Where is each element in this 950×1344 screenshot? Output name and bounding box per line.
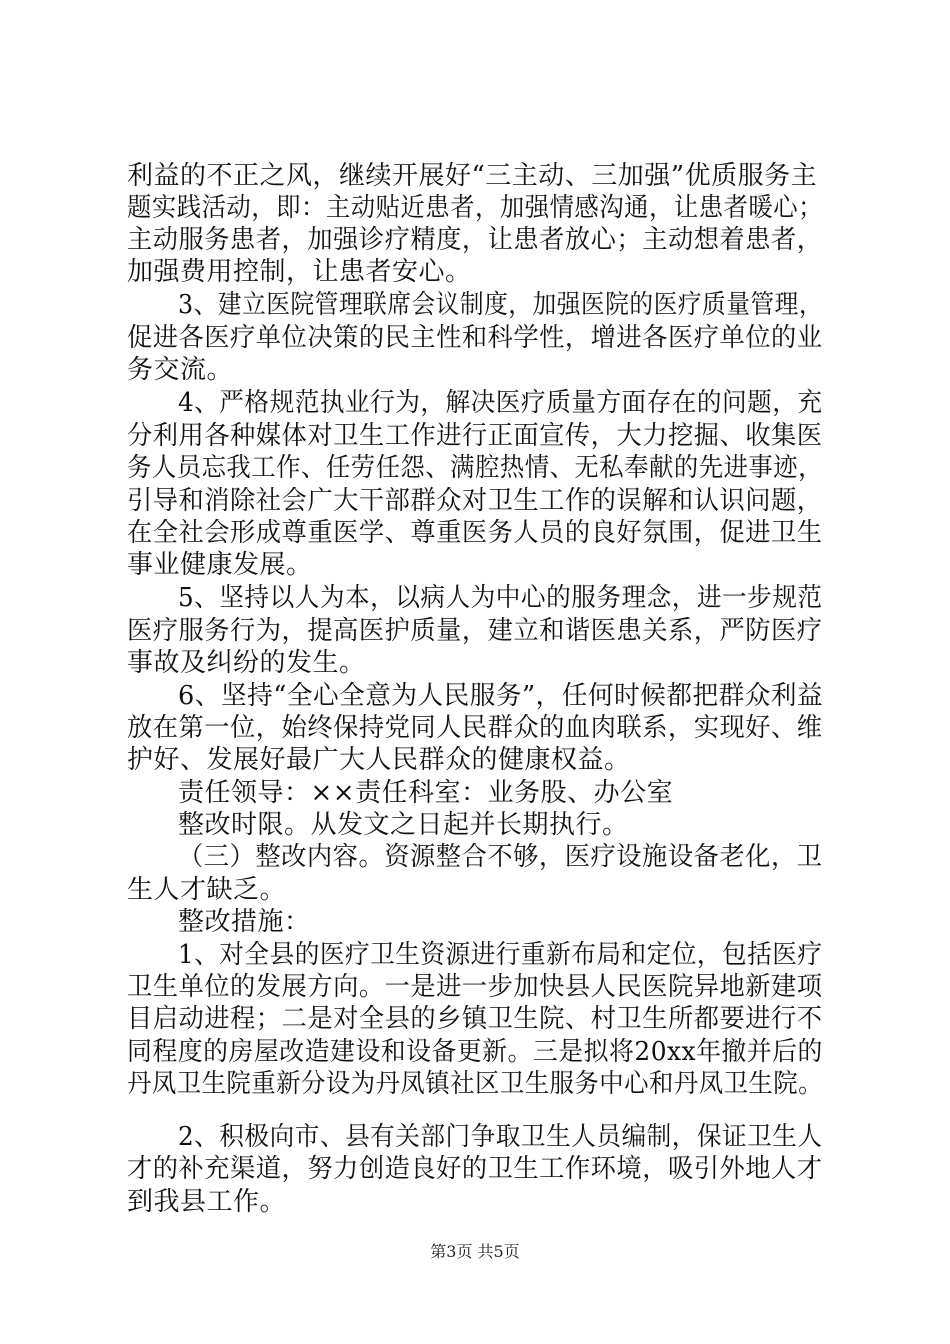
- text-line: 5、坚持以人为本，以病人为中心的服务理念，进一步规范: [178, 583, 823, 613]
- text-line: 目启动进程；二是对全县的乡镇卫生院、村卫生所都要进行不: [127, 1004, 823, 1034]
- text-line: 护好、发展好最广大人民群众的健康权益。: [127, 745, 631, 775]
- text-line: 6、坚持“全心全意为人民服务”，任何时候都把群众利益: [178, 681, 824, 711]
- text-line: 主动服务患者，加强诊疗精度，让患者放心；主动想着患者，: [127, 225, 823, 255]
- text-line: 分利用各种媒体对卫生工作进行正面宣传，大力挖掘、收集医: [127, 421, 823, 451]
- text-line: 责任领导：××责任科室：业务股、办公室: [178, 778, 674, 808]
- text-line: 到我县工作。: [127, 1187, 287, 1217]
- text-line: 整改时限。从发文之日起并长期执行。: [178, 810, 629, 840]
- text-line: 2、积极向市、县有关部门争取卫生人员编制，保证卫生人: [178, 1122, 823, 1152]
- text-line: 医疗服务行为，提高医护质量，建立和谐医患关系，严防医疗: [127, 616, 823, 646]
- text-line: 事故及纠纷的发生。: [127, 648, 366, 678]
- text-line: 同程度的房屋改造建设和设备更新。三是拟将20xx年撤并后的: [127, 1037, 823, 1067]
- text-line: 卫生单位的发展方向。一是进一步加快县人民医院异地新建项: [127, 972, 823, 1002]
- text-line: 务人员忘我工作、任劳任怨、满腔热情、无私奉献的先进事迹，: [127, 453, 824, 483]
- text-line: 利益的不正之风，继续开展好“三主动、三加强”优质服务主: [127, 161, 818, 191]
- text-line: 才的补充渠道，努力创造良好的卫生工作环境，吸引外地人才: [127, 1154, 823, 1184]
- text-line: 促进各医疗单位决策的民主性和科学性，增进各医疗单位的业: [127, 323, 823, 353]
- text-line: （三）整改内容。资源整合不够，医疗设施设备老化，卫: [178, 842, 823, 872]
- text-line: 丹凤卫生院重新分设为丹凤镇社区卫生服务中心和丹凤卫生院。: [127, 1069, 824, 1099]
- text-line: 事业健康发展。: [127, 550, 313, 580]
- text-line: 整改措施：: [178, 907, 311, 937]
- text-line: 加强费用控制，让患者安心。: [127, 257, 472, 287]
- text-line: 4、严格规范执业行为，解决医疗质量方面存在的问题，充: [178, 388, 823, 418]
- text-line: 题实践活动，即：主动贴近患者，加强情感沟通，让患者暖心；: [127, 193, 824, 223]
- page-number-footer: 第3页 共5页: [430, 1242, 520, 1261]
- text-line: 在全社会形成尊重医学、尊重医务人员的良好氛围，促进卫生: [127, 518, 823, 548]
- text-line: 3、建立医院管理联席会议制度，加强医院的医疗质量管理，: [178, 290, 824, 320]
- text-line: 放在第一位，始终保持党同人民群众的血肉联系，实现好、维: [127, 713, 823, 743]
- text-line: 1、对全县的医疗卫生资源进行重新布局和定位，包括医疗: [178, 940, 823, 970]
- text-line: 务交流。: [127, 355, 234, 385]
- text-line: 生人才缺乏。: [127, 875, 287, 905]
- text-line: 引导和消除社会广大干部群众对卫生工作的误解和认识问题，: [127, 486, 823, 516]
